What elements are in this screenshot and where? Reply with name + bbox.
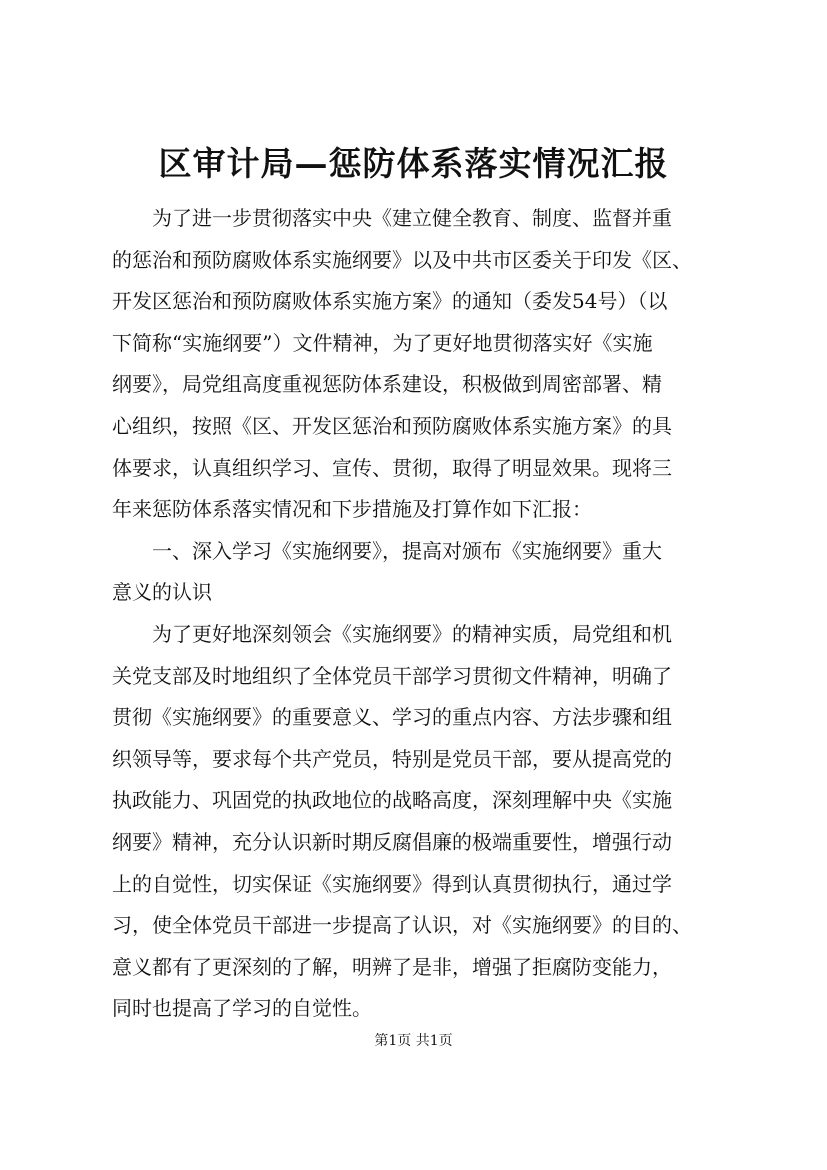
paragraph-line: 上的自觉性，切实保证《实施纲要》得到认真贯彻执行，通过学 (112, 871, 672, 896)
paragraph-line: 织领导等，要求每个共产党员，特别是党员干部，要从提高党的 (112, 746, 672, 771)
section-heading-line: 意义的认识 (112, 580, 212, 605)
paragraph-line: 习，使全体党员干部进一步提高了认识，对《实施纲要》的目的、 (112, 913, 692, 938)
paragraph-line: 意义都有了更深刻的了解，明辨了是非，增强了拒腐防变能力， (112, 954, 672, 979)
paragraph-line: 纲要》，局党组高度重视惩防体系建设，积极做到周密部署、精 (112, 372, 662, 397)
paragraph-line: 纲要》精神，充分认识新时期反腐倡廉的极端重要性，增强行动 (112, 829, 672, 854)
paragraph-line: 为了进一步贯彻落实中央《建立健全教育、制度、监督并重 (152, 206, 672, 230)
paragraph-line: 下简称“实施纲要”）文件精神，为了更好地贯彻落实好《实施 (112, 330, 653, 355)
paragraph-line: 的惩治和预防腐败体系实施纲要》以及中共市区委关于印发《区、 (112, 247, 692, 272)
paragraph-line: 执政能力、巩固党的执政地位的战略高度，深刻理解中央《实施 (112, 788, 672, 813)
paragraph-line: 为了更好地深刻领会《实施纲要》的精神实质，局党组和机 (152, 621, 672, 646)
paragraph-line: 同时也提高了学习的自觉性。 (112, 996, 372, 1021)
paragraph-line: 心组织，按照《区、开发区惩治和预防腐败体系实施方案》的具 (112, 413, 672, 438)
page-number-footer: 第1页 共1页 (374, 1033, 453, 1049)
paragraph-line: 体要求，认真组织学习、宣传、贯彻，取得了明显效果。现将三 (112, 455, 672, 480)
paragraph-line: 年来惩防体系落实情况和下步措施及打算作如下汇报： (112, 497, 592, 522)
paragraph-line: 关党支部及时地组织了全体党员干部学习贯彻文件精神，明确了 (112, 663, 672, 688)
paragraph-line: 贯彻《实施纲要》的重要意义、学习的重点内容、方法步骤和组 (112, 705, 672, 730)
section-heading-line: 一、深入学习《实施纲要》，提高对颁布《实施纲要》重大 (152, 538, 662, 563)
document-title: 区审计局—惩防体系落实情况汇报 (158, 144, 669, 183)
document-body (112, 198, 732, 1030)
paragraph-line: 开发区惩治和预防腐败体系实施方案》的通知（委发54号）（以 (112, 289, 668, 314)
